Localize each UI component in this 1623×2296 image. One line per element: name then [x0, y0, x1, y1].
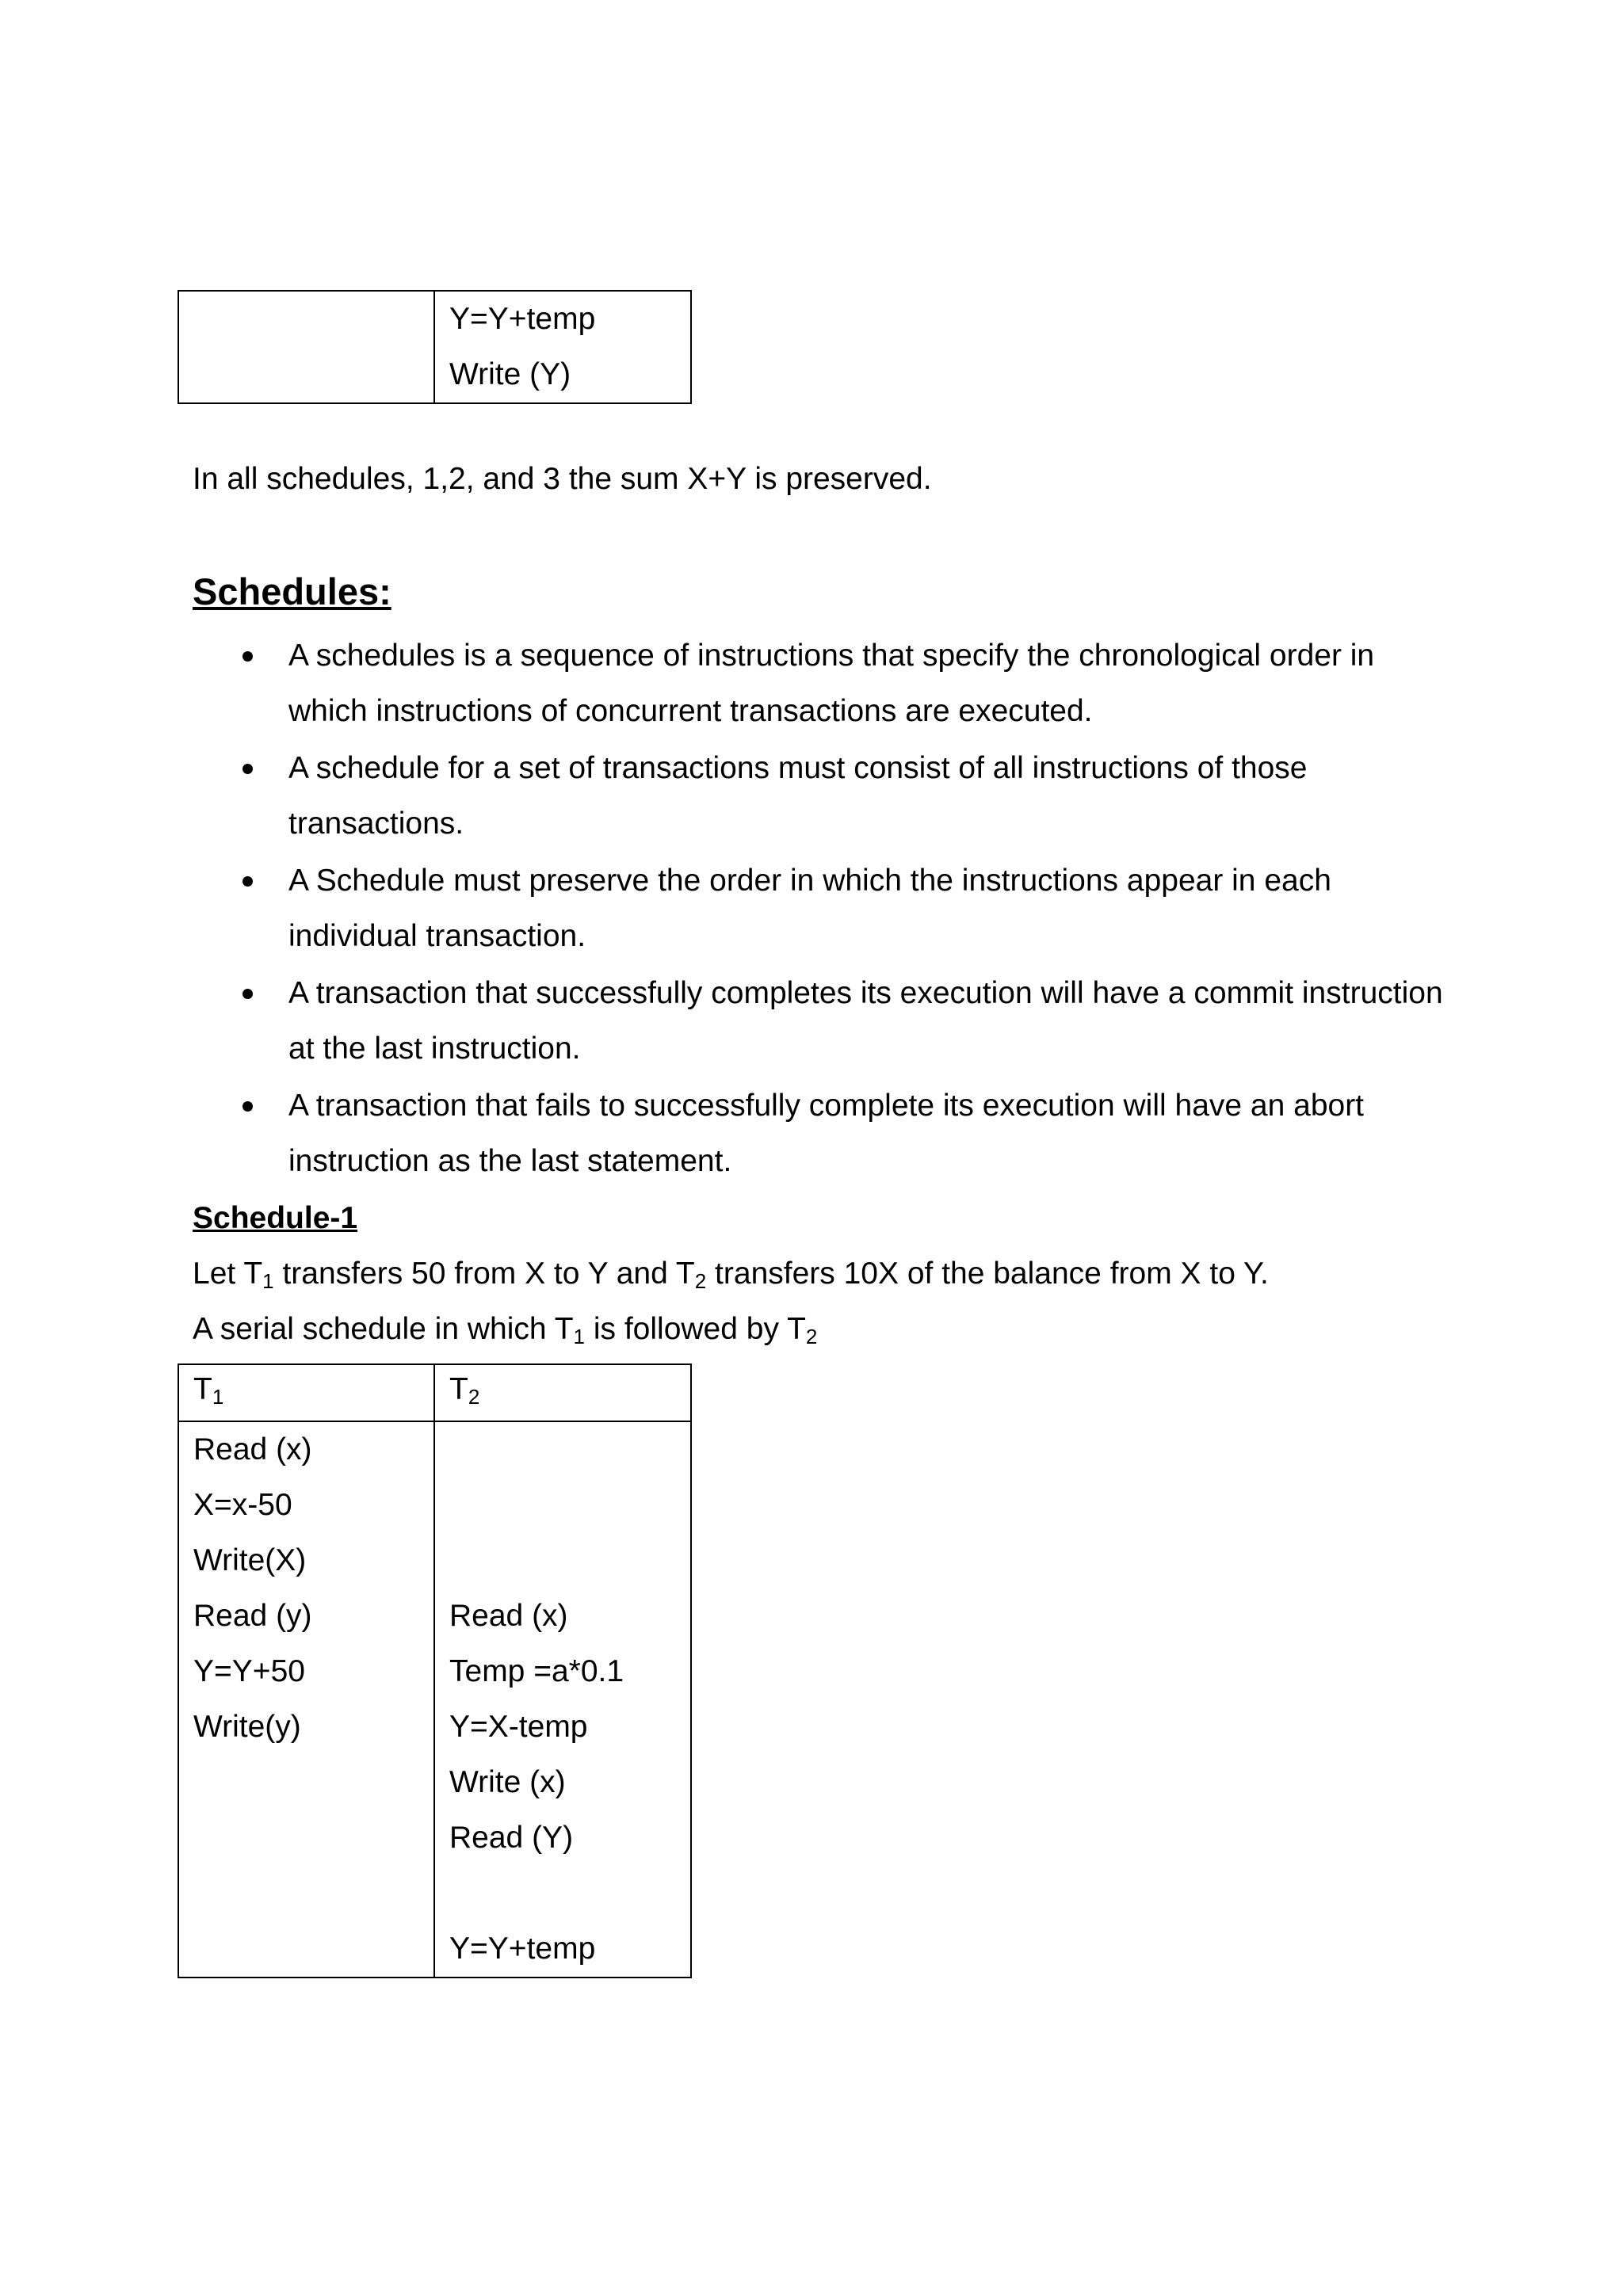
header-text: T — [449, 1372, 468, 1406]
schedules-heading: Schedules: — [193, 570, 391, 612]
table-cell-t2 — [434, 291, 691, 403]
operation-text: Read (x) — [449, 1599, 568, 1633]
operation-text: Read (x) — [193, 1432, 312, 1466]
bullet-icon — [242, 876, 253, 887]
subscript: 1 — [212, 1385, 224, 1409]
list-item — [238, 741, 1458, 852]
schedule-1-description — [193, 1246, 1269, 1302]
operation-text: Read (Y) — [449, 1821, 574, 1855]
schedule-rules-list — [238, 628, 1458, 1191]
continued-schedule-table — [178, 290, 692, 404]
header-t1 — [178, 1364, 434, 1421]
subscript: 1 — [262, 1269, 274, 1293]
t2-operations — [434, 1421, 691, 1978]
intro-sentence: In all schedules, 1,2, and 3 the sum X+Y is preserved. — [193, 462, 932, 496]
text-span: Let T — [193, 1257, 263, 1291]
serial-schedule-description — [193, 1302, 817, 1357]
t1-operations — [178, 1421, 434, 1978]
bullet-text: A transaction that successfully completes its execution will have a commit instruction at the last instruction. — [288, 976, 1443, 1066]
list-item — [238, 966, 1458, 1077]
bullet-text: A schedule for a set of transactions must consist of all instructions of those transactions. — [288, 751, 1308, 841]
operation-text: Y=Y+temp — [449, 302, 596, 336]
bullet-icon — [242, 651, 253, 662]
operation-text — [449, 1422, 690, 1478]
subscript: 2 — [694, 1269, 707, 1293]
list-item — [238, 1078, 1458, 1189]
operation-text — [449, 1533, 690, 1589]
bullet-text: A Schedule must preserve the order in which the instructions appear in each individual transaction. — [288, 864, 1331, 953]
operation-text — [193, 1755, 433, 1810]
text-span: transfers 50 from X to Y and T — [273, 1257, 695, 1291]
operation-text — [449, 1478, 690, 1533]
operation-text: X=x-50 — [193, 1488, 292, 1522]
operation-text: Y=Y+50 — [193, 1654, 305, 1688]
operation-text — [449, 1866, 690, 1921]
operation-text — [193, 1810, 433, 1866]
operation-text: Temp =a*0.1 — [449, 1654, 624, 1688]
operation-text — [193, 1921, 433, 1977]
operation-text: Y=X-temp — [449, 1710, 588, 1744]
table-row — [178, 291, 691, 403]
table-cell-t1 — [178, 291, 434, 403]
operation-text — [193, 1866, 433, 1921]
operation-text: Write (x) — [449, 1765, 566, 1799]
subscript: 2 — [805, 1325, 818, 1348]
list-item — [238, 628, 1458, 739]
text-span: A serial schedule in which T — [193, 1312, 574, 1346]
header-t2 — [434, 1364, 691, 1421]
schedule-1-heading: Schedule-1 — [193, 1201, 358, 1235]
bullet-icon — [242, 1101, 253, 1112]
bullet-text: A transaction that fails to successfully complete its execution will have an abort instruction as the last statement. — [288, 1089, 1365, 1178]
operation-text: Write(y) — [193, 1710, 301, 1744]
text-span: transfers 10X of the balance from X to Y. — [706, 1257, 1269, 1291]
bullet-icon — [242, 764, 253, 774]
operation-text: Write(X) — [193, 1543, 307, 1577]
schedule-1-table — [178, 1363, 692, 1978]
table-header-row — [178, 1364, 691, 1421]
table-row — [178, 1421, 691, 1978]
subscript: 1 — [573, 1325, 585, 1348]
bullet-icon — [242, 989, 253, 999]
operation-text: Y=Y+temp — [449, 1932, 596, 1966]
text-span: is followed by T — [585, 1312, 806, 1346]
bullet-text: A schedules is a sequence of instructions that specify the chronological order in which instructions of concurrent transactions are executed. — [288, 639, 1375, 728]
list-item — [238, 853, 1458, 964]
operation-text: Read (y) — [193, 1599, 312, 1633]
operation-text: Write (Y) — [449, 357, 571, 391]
header-text: T — [193, 1372, 212, 1406]
subscript: 2 — [468, 1385, 480, 1409]
